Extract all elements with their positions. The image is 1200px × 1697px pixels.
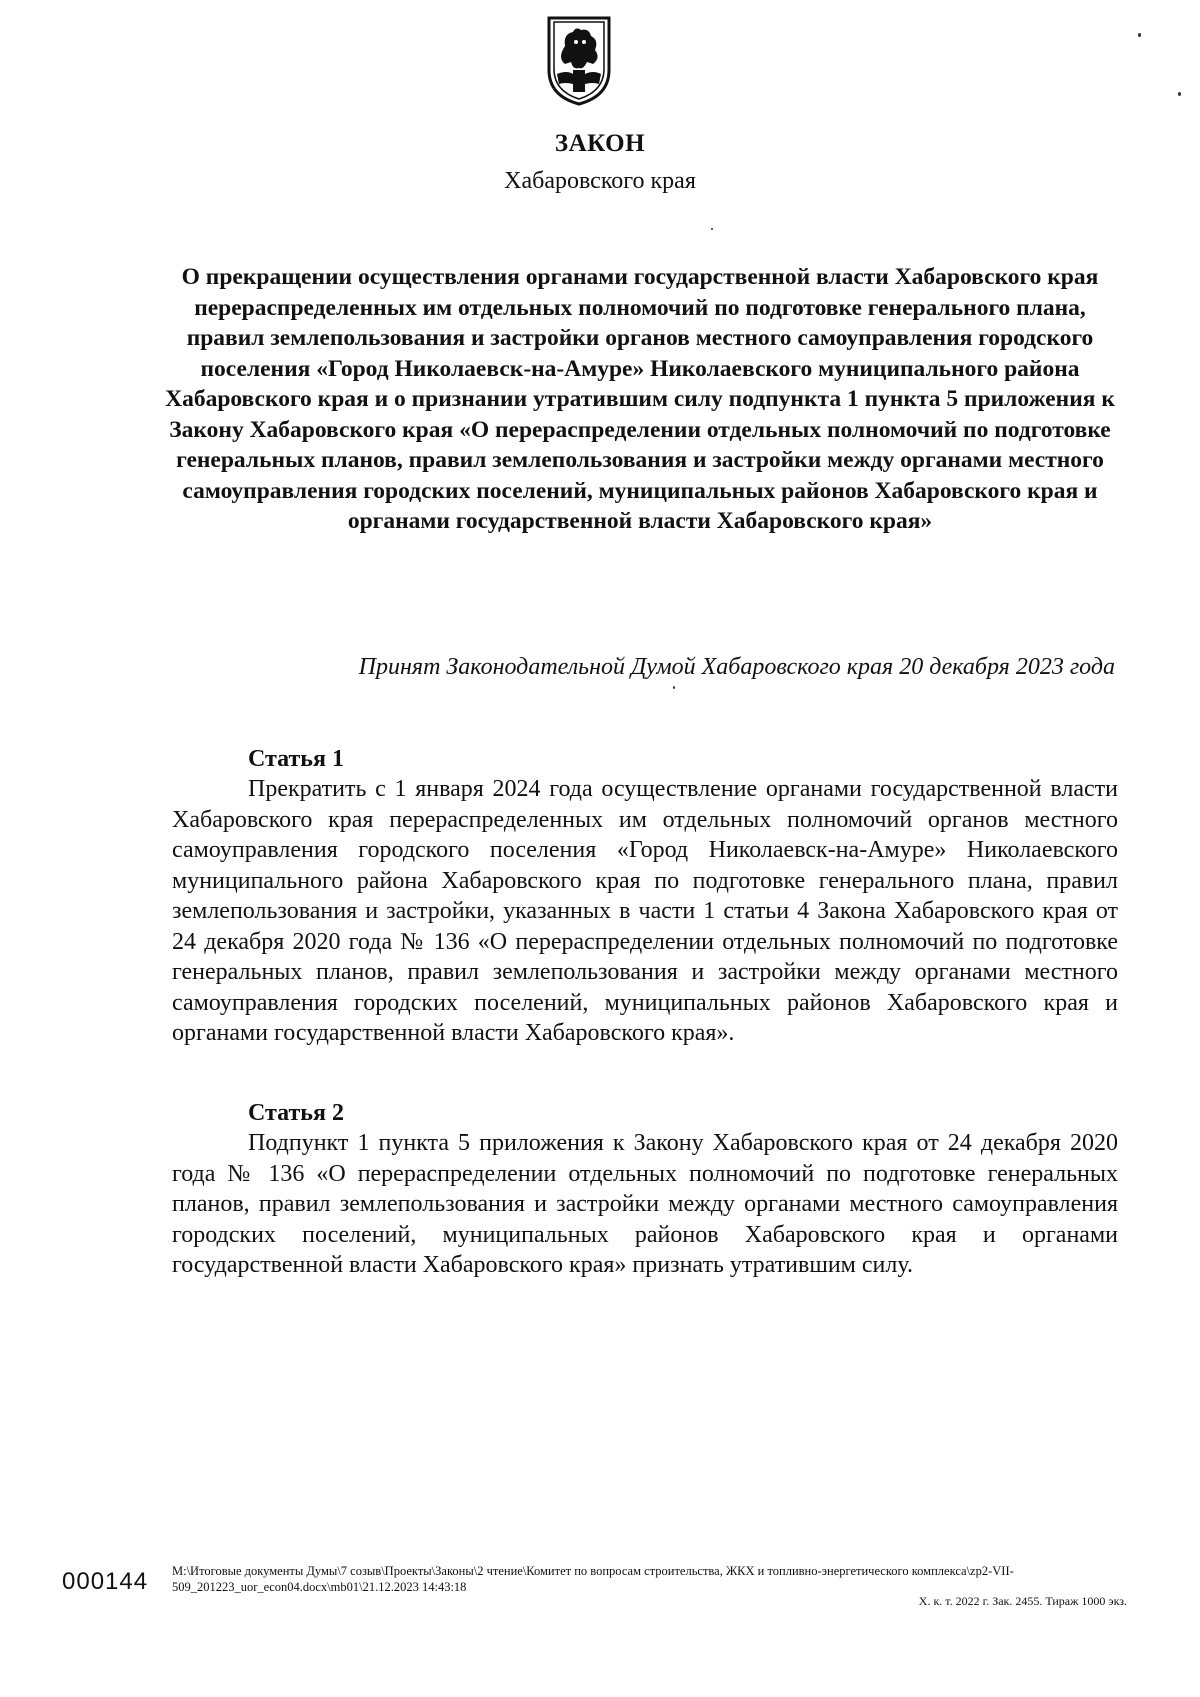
scan-speck	[1178, 92, 1181, 96]
file-path: M:\Итоговые документы Думы\7 созыв\Проекты\Законы\2 чтение\Комитет по вопросам строительства, ЖКХ и топливно-энергетического комплекса\zp2-VII-509_201223_uor_econ04.docx\mb01\21.12.2023 14:43:18	[172, 1564, 1014, 1594]
document-type: ЗАКОН	[554, 130, 646, 157]
coat-of-arms-icon	[543, 12, 615, 108]
law-title: О прекращении осуществления органами государственной власти Хабаровского края перераспределенных им отдельных полномочий по подготовке генерального плана, правил землепользования и застройки органов местного самоуправления городского поселения «Город Николаевск-на-Амуре» Николаевского муниципального района Хабаровского края и о признании утратившим силу подпункта 1 пункта 5 приложения к Закону Хабаровского края «О перераспределении отдельных полномочий по подготовке генеральных планов, правил землепользования и застройки между органами местного самоуправления городских поселений, муниципальных районов Хабаровского края и органами государственной власти Хабаровского края»	[165, 264, 1115, 534]
article-2	[172, 1098, 1118, 1281]
adoption-note: Принят Законодательной Думой Хабаровского края 20 декабря 2023 года	[358, 654, 1115, 680]
scan-speck	[673, 686, 675, 689]
article-text: Прекратить с 1 января 2024 года осуществление органами государственной власти Хабаровского края перераспределенных им отдельных полномочий органов местного самоуправления городского поселения «Город Николаевск-на-Амуре» Николаевского муниципального района Хабаровского края по подготовке генерального плана, правил землепользования и застройки, указанных в части 1 статьи 4 Закона Хабаровского края от 24 декабря 2020 года № 136 «О перераспределении отдельных полномочий по подготовке генеральных планов, правил землепользования и застройки между органами местного самоуправления городских поселений, муниципальных районов Хабаровского края и органами государственной власти Хабаровского края».	[172, 776, 1118, 1046]
article-heading: Статья 2	[248, 1100, 344, 1126]
document-region: Хабаровского края	[504, 168, 696, 194]
print-info: Х. к. т. 2022 г. Зак. 2455. Тираж 1000 экз.	[918, 1594, 1127, 1608]
document-code: 000144	[62, 1568, 149, 1595]
scan-speck	[1138, 33, 1141, 37]
article-heading: Статья 1	[248, 746, 344, 772]
article-1	[172, 744, 1118, 1049]
article-text: Подпункт 1 пункта 5 приложения к Закону Хабаровского края от 24 декабря 2020 года № 136 «О перераспределении отдельных полномочий по подготовке генеральных планов, правил землепользования и застройки между органами местного самоуправления городских поселений, муниципальных районов Хабаровского края и органами государственной власти Хабаровского края» признать утратившим силу.	[172, 1130, 1118, 1278]
scan-speck	[711, 228, 713, 230]
